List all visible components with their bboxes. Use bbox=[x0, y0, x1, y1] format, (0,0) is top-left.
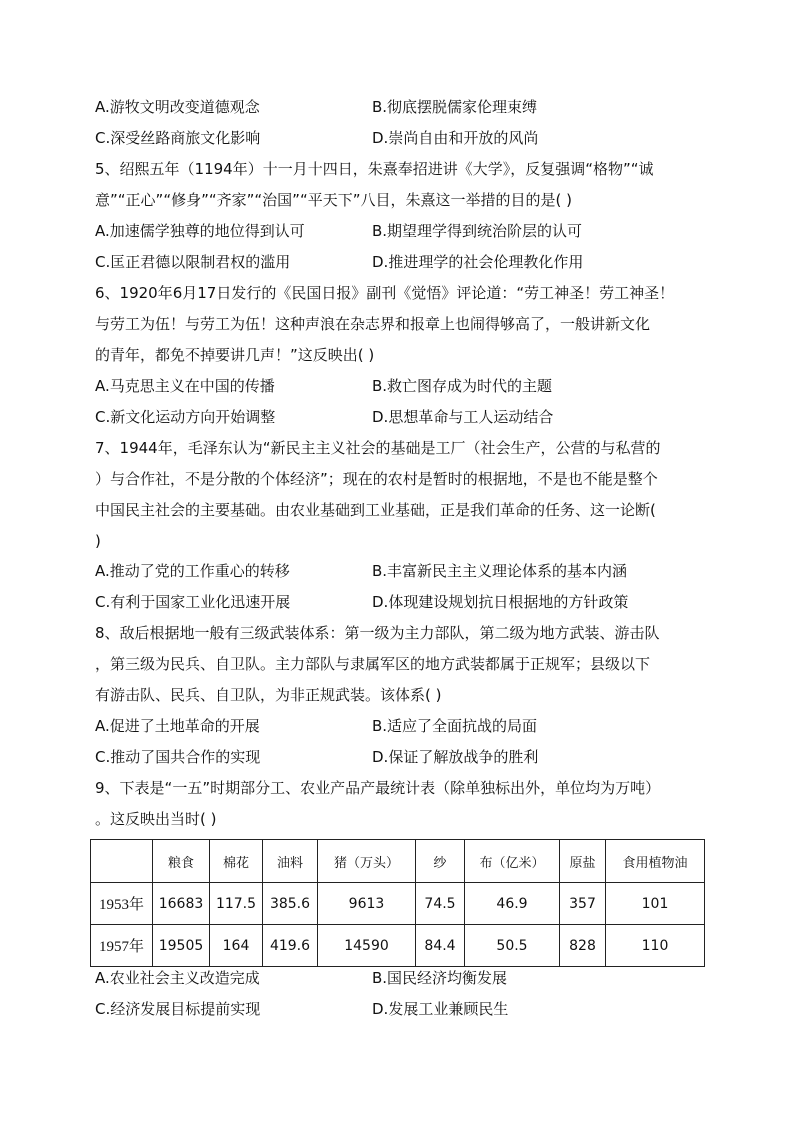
table-header-row bbox=[91, 840, 705, 883]
table-cell: 46.9 bbox=[465, 883, 560, 925]
q7-stem-line-4: ) bbox=[95, 532, 101, 550]
q8-stem-line-1: 8、敌后根据地一般有三级武装体系：第一级为主力部队，第二级为地方武装、游击队 bbox=[95, 624, 660, 642]
q9-option-d: D.发展工业兼顾民生 bbox=[372, 1000, 509, 1018]
q9-statistics-table bbox=[90, 839, 705, 967]
table-header-cell bbox=[91, 840, 153, 883]
q6-option-b: B.救亡图存成为时代的主题 bbox=[372, 377, 553, 395]
table-cell: 16683 bbox=[153, 883, 210, 925]
table-header-cell: 布（亿米） bbox=[465, 840, 560, 883]
q8-option-c: C.推动了国共合作的实现 bbox=[95, 748, 261, 766]
table-cell: 101 bbox=[606, 883, 705, 925]
q9-option-a: A.农业社会主义改造完成 bbox=[95, 969, 260, 987]
table-cell: 164 bbox=[210, 925, 263, 967]
table-cell: 385.6 bbox=[263, 883, 318, 925]
q4-option-b: B.彻底摆脱儒家伦理束缚 bbox=[372, 98, 538, 116]
q7-option-a: A.推动了党的工作重心的转移 bbox=[95, 562, 290, 580]
table-cell: 117.5 bbox=[210, 883, 263, 925]
q8-option-a: A.促进了土地革命的开展 bbox=[95, 717, 260, 735]
table-cell: 419.6 bbox=[263, 925, 318, 967]
table-cell: 50.5 bbox=[465, 925, 560, 967]
q4-option-d: D.崇尚自由和开放的风尚 bbox=[372, 129, 539, 147]
q6-stem-line-3: 的青年，都免不掉要讲几声！”这反映出( ) bbox=[95, 346, 375, 364]
q7-stem-line-3: 中国民主社会的主要基础。由农业基础到工业基础，正是我们革命的任务、这一论断( bbox=[95, 501, 656, 519]
q9-stem-line-2: 。这反映出当时( ) bbox=[95, 810, 217, 828]
q5-stem-line-1: 5、绍熙五年（1194年）十一月十四日，朱熹奉招进讲《大学》，反复强调“格物”“诚 bbox=[95, 160, 654, 178]
q6-option-a: A.马克思主义在中国的传播 bbox=[95, 377, 275, 395]
q9-stem-line-1: 9、下表是“一五”时期部分工、农业产品产最统计表（除单独标出外，单位均为万吨） bbox=[95, 779, 661, 797]
table-header-cell: 油料 bbox=[263, 840, 318, 883]
q9-option-b: B.国民经济均衡发展 bbox=[372, 969, 508, 987]
q7-option-b: B.丰富新民主主义理论体系的基本内涵 bbox=[372, 562, 628, 580]
q8-option-d: D.保证了解放战争的胜利 bbox=[372, 748, 539, 766]
q5-option-a: A.加速儒学独尊的地位得到认可 bbox=[95, 222, 305, 240]
table-cell: 19505 bbox=[153, 925, 210, 967]
q9-option-c: C.经济发展目标提前实现 bbox=[95, 1000, 261, 1018]
q7-option-d: D.体现建设规划抗日根据地的方针政策 bbox=[372, 593, 629, 611]
q5-stem-line-2: 意”“正心”“修身”“齐家”“治国”“平天下”八目，朱熹这一举措的目的是( ) bbox=[95, 191, 572, 209]
table-cell: 357 bbox=[560, 883, 606, 925]
table-header-cell: 棉花 bbox=[210, 840, 263, 883]
q8-stem-line-2: ，第三级为民兵、自卫队。主力部队与隶属军区的地方武装都属于正规军；县级以下 bbox=[95, 655, 651, 673]
q6-stem-line-2: 与劳工为伍！与劳工为伍！这种声浪在杂志界和报章上也闹得够高了，一般讲新文化 bbox=[95, 315, 651, 333]
table-cell: 828 bbox=[560, 925, 606, 967]
table-cell: 110 bbox=[606, 925, 705, 967]
table-row bbox=[91, 925, 705, 967]
table-header-cell: 猪（万头） bbox=[318, 840, 416, 883]
table-cell-year: 1953年 bbox=[91, 883, 153, 925]
q4-option-c: C.深受丝路商旅文化影响 bbox=[95, 129, 261, 147]
q5-option-b: B.期望理学得到统治阶层的认可 bbox=[372, 222, 583, 240]
table-cell: 74.5 bbox=[416, 883, 465, 925]
table-cell: 84.4 bbox=[416, 925, 465, 967]
q7-option-c: C.有利于国家工业化迅速开展 bbox=[95, 593, 291, 611]
q6-option-c: C.新文化运动方向开始调整 bbox=[95, 408, 276, 426]
table-header-cell: 纱 bbox=[416, 840, 465, 883]
q6-stem-line-1: 6、1920年6月17日发行的《民国日报》副刊《觉悟》评论道：“劳工神圣！劳工神圣！ bbox=[95, 284, 675, 302]
q8-stem-line-3: 有游击队、民兵、自卫队，为非正规武装。该体系( ) bbox=[95, 686, 442, 704]
q5-option-c: C.匡正君德以限制君权的滥用 bbox=[95, 253, 291, 271]
q7-stem-line-1: 7、1944年，毛泽东认为“新民主主义社会的基础是工厂（社会生产，公营的与私营的 bbox=[95, 439, 661, 457]
table-cell: 14590 bbox=[318, 925, 416, 967]
table-header-cell: 食用植物油 bbox=[606, 840, 705, 883]
table-header-cell: 粮食 bbox=[153, 840, 210, 883]
table-header-cell: 原盐 bbox=[560, 840, 606, 883]
q6-option-d: D.思想革命与工人运动结合 bbox=[372, 408, 554, 426]
q4-option-a: A.游牧文明改变道德观念 bbox=[95, 98, 260, 116]
table-row bbox=[91, 883, 705, 925]
table-cell: 9613 bbox=[318, 883, 416, 925]
q8-option-b: B.适应了全面抗战的局面 bbox=[372, 717, 538, 735]
q7-stem-line-2: ）与合作社，不是分散的个体经济”；现在的农村是暂时的根据地，不是也不能是整个 bbox=[95, 470, 658, 488]
table-cell-year: 1957年 bbox=[91, 925, 153, 967]
q5-option-d: D.推进理学的社会伦理教化作用 bbox=[372, 253, 584, 271]
